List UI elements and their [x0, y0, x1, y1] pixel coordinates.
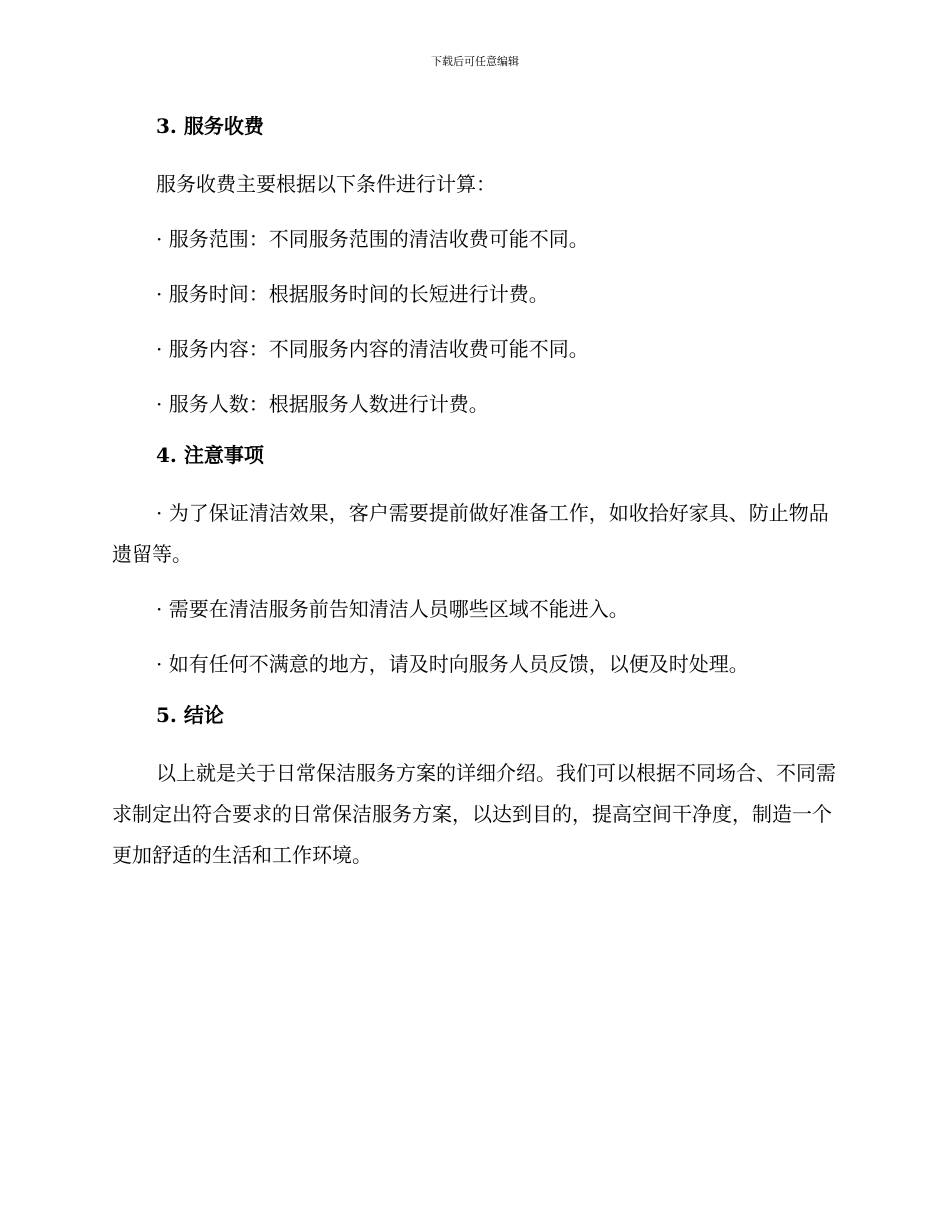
fees-item-time: · 服务时间：根据服务时间的长短进行计费。: [156, 282, 549, 306]
conclusion-paragraph: 以上就是关于日常保洁服务方案的详细介绍。我们可以根据不同场合、不同需求制定出符合要求的日常保洁服务方案，以达到目的，提高空间干净度，制造一个更加舒适的生活和工作环境。: [112, 761, 836, 867]
document-body: [112, 110, 837, 890]
fees-item-scope: · 服务范围：不同服务范围的清洁收费可能不同。: [156, 227, 589, 251]
notes-item-preparation: · 为了保证清洁效果，客户需要提前做好准备工作，如收拾好家具、防止物品遗留等。: [112, 501, 829, 566]
fees-item-content: · 服务内容：不同服务内容的清洁收费可能不同。: [156, 337, 589, 361]
notes-item-feedback: · 如有任何不满意的地方，请及时向服务人员反馈，以便及时处理。: [156, 652, 749, 676]
fees-item-staff: · 服务人数：根据服务人数进行计费。: [156, 392, 489, 416]
page-header: 下载后可任意编辑: [431, 55, 519, 68]
section-heading-fees: 3. 服务收费: [156, 114, 264, 138]
section-heading-conclusion: 5. 结论: [156, 703, 224, 727]
section-heading-notes: 4. 注意事项: [156, 443, 264, 467]
fees-intro: 服务收费主要根据以下条件进行计算：: [156, 172, 496, 196]
notes-item-restricted-areas: · 需要在清洁服务前告知清洁人员哪些区域不能进入。: [156, 597, 629, 621]
